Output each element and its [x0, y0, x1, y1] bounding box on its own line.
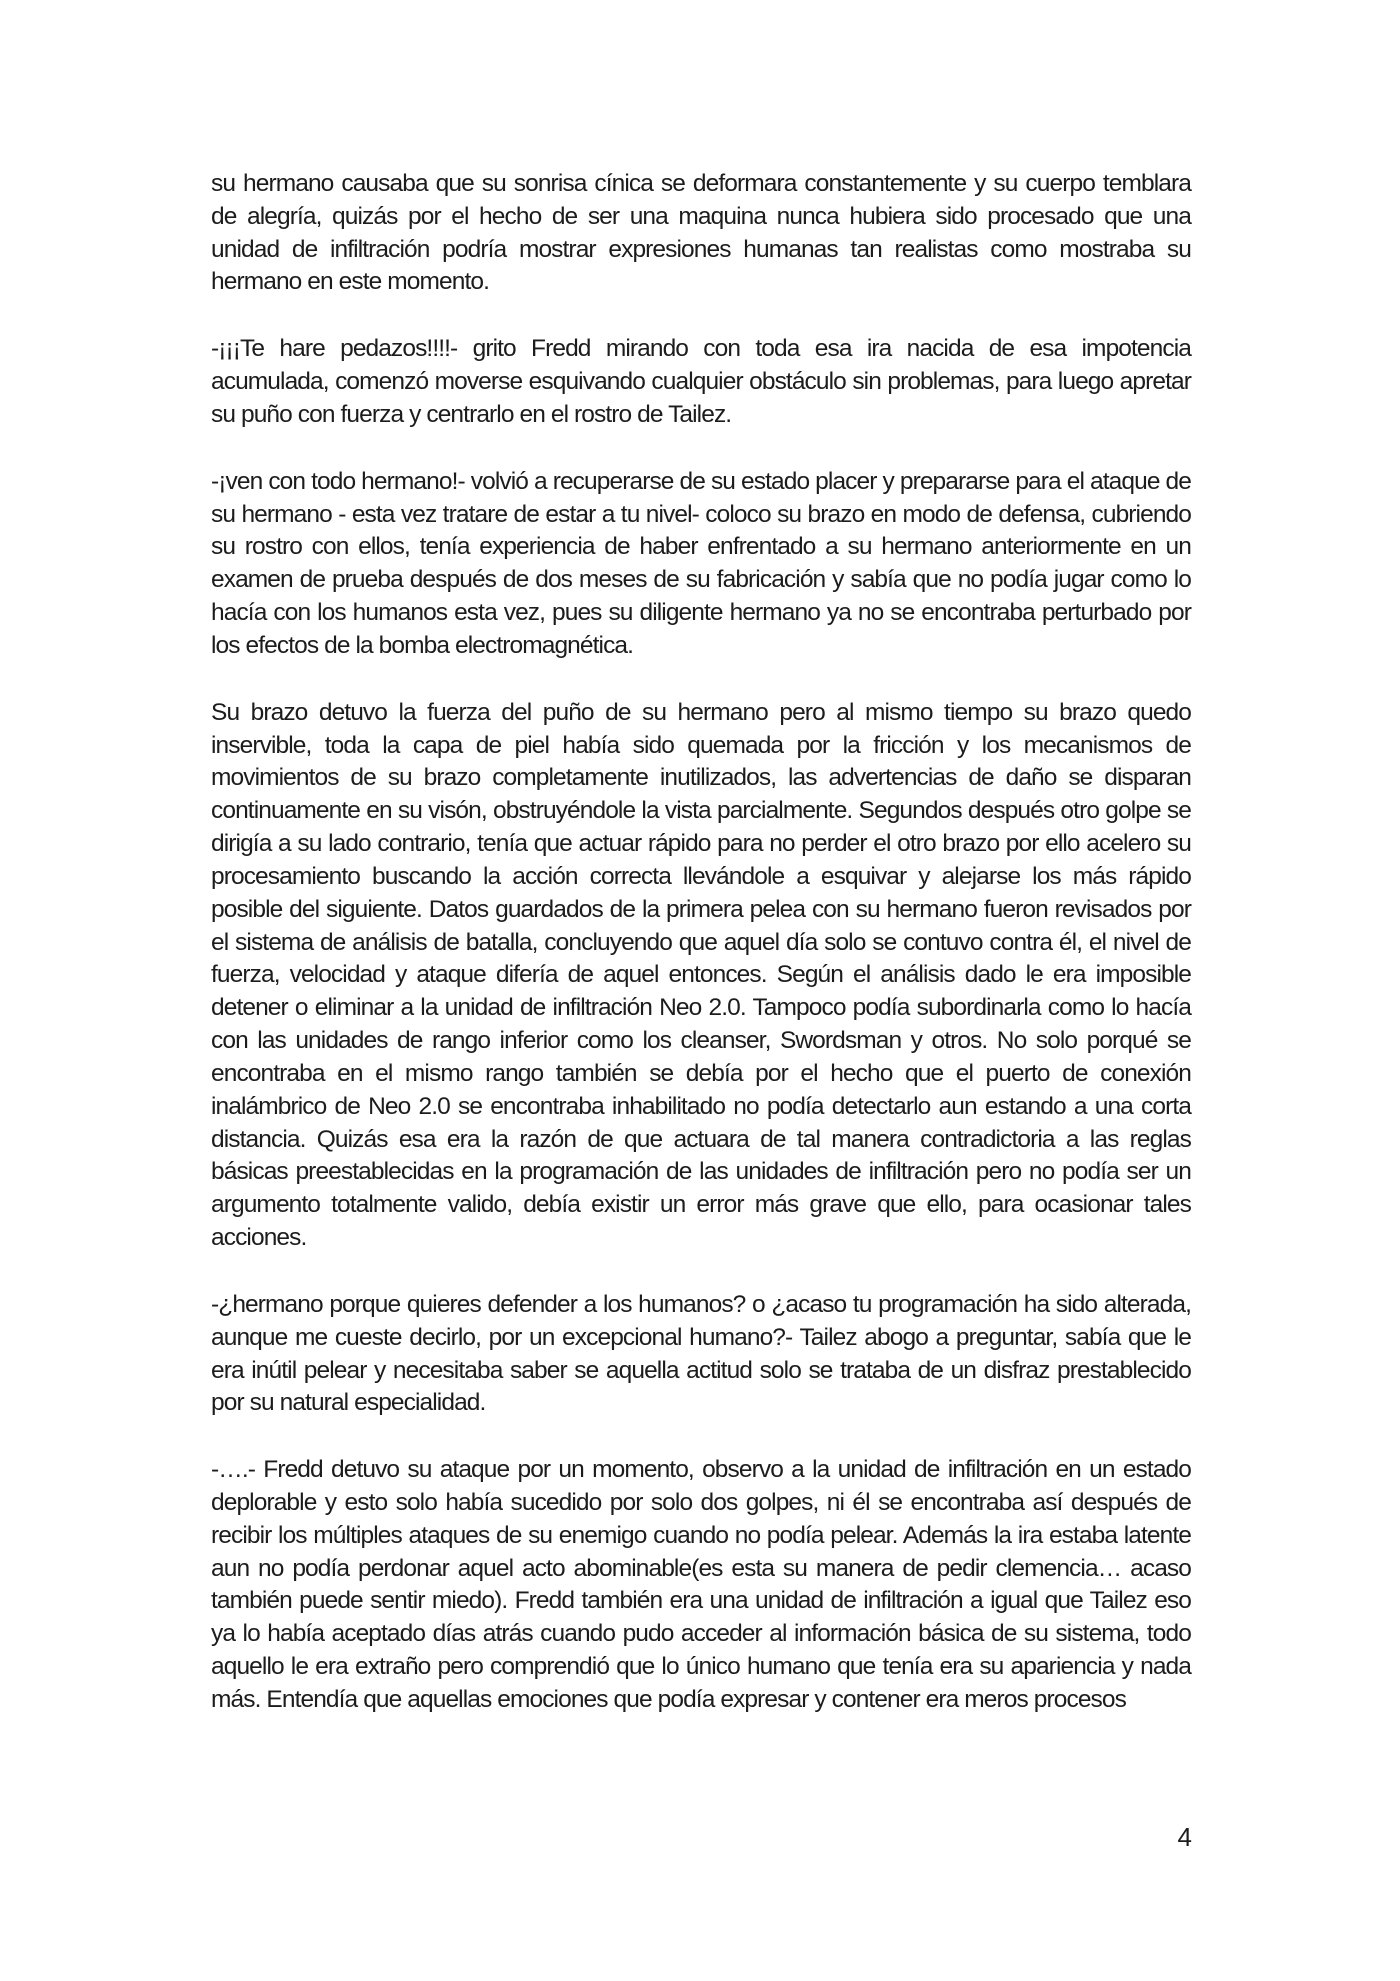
paragraph-3: -¡ven con todo hermano!- volvió a recuperarse de su estado placer y prepararse para el ataque de su hermano - esta vez tratare de estar a tu nivel- coloco su brazo en modo de defensa, cubriendo su rostro con ellos, tenía experiencia de haber enfrentado a su hermano anteriormente en un examen de prueba después de dos meses de su fabricación y sabía que no podía jugar como lo hacía con los humanos esta vez, pues su diligente hermano ya no se encontraba perturbado por los efectos de la bomba electromagnética.: [211, 467, 1191, 659]
paragraph-6: -….- Fredd detuvo su ataque por un momento, observo a la unidad de infiltración en un estado deplorable y esto solo había sucedido por solo dos golpes, ni él se encontraba así después de recibir los múltiples ataques de su enemigo cuando no podía pelear. Además la ira estaba latente aun no podía perdonar aquel acto abominable(es esta su manera de pedir clemencia… acaso también puede sentir miedo). Fredd también era una unidad de infiltración a igual que Tailez eso ya lo había aceptado días atrás cuando pudo acceder al información básica de su sistema, todo aquello le era extraño pero comprendió que lo único humano que tenía era su apariencia y nada más. Entendía que aquellas emociones que podía expresar y contener era meros procesos: [211, 1456, 1191, 1713]
paragraph-1: su hermano causaba que su sonrisa cínica se deformara constantemente y su cuerpo temblara de alegría, quizás por el hecho de ser una maquina nunca hubiera sido procesado que una unidad de infiltración podría mostrar expresiones humanas tan realistas como mostraba su hermano en este momento.: [211, 170, 1191, 296]
body-text: [211, 168, 1191, 1751]
page-number: 4: [1177, 1822, 1192, 1852]
paragraph-2: -¡¡¡Te hare pedazos!!!!- grito Fredd mirando con toda esa ira nacida de esa impotencia acumulada, comenzó moverse esquivando cualquier obstáculo sin problemas, para luego apretar su puño con fuerza y centrarlo en el rostro de Tailez.: [211, 335, 1191, 428]
paragraph-5: -¿hermano porque quieres defender a los humanos? o ¿acaso tu programación ha sido alterada, aunque me cueste decirlo, por un excepcional humano?- Tailez abogo a preguntar, sabía que le era inútil pelear y necesitaba saber se aquella actitud solo se trataba de un disfraz prestablecido por su natural especialidad.: [211, 1290, 1191, 1417]
paragraph-4: Su brazo detuvo la fuerza del puño de su hermano pero al mismo tiempo su brazo quedo inservible, toda la capa de piel había sido quemada por la fricción y los mecanismos de movimientos de su brazo completamente inutilizados, las advertencias de daño se disparan continuamente en su visón, obstruyéndole la vista parcialmente. Segundos después otro golpe se dirigía a su lado contrario, tenía que actuar rápido para no perder el otro brazo por ello acelero su procesamiento buscando la acción correcta llevándole a esquivar y alejarse los más rápido posible del siguiente. Datos guardados de la primera pelea con su hermano fueron revisados por el sistema de análisis de batalla, concluyendo que aquel día solo se contuvo contra él, el nivel de fuerza, velocidad y ataque difería de aquel entonces. Según el análisis dado le era imposible detener o eliminar a la unidad de infiltración Neo 2.0. Tampoco podía subordinarla como lo hacía con las unidades de rango inferior como los cleanser, Swordsman y otros. No solo porqué se encontraba en el mismo rango también se debía por el hecho que el puerto de conexión inalámbrico de Neo 2.0 se encontraba inhabilitado no podía detectarlo aun estando a una corta distancia. Quizás esa era la razón de que actuara de tal manera contradictoria a las reglas básicas preestablecidas en la programación de las unidades de infiltración pero no podía ser un argumento totalmente valido, debía existir un error más grave que ello, para ocasionar tales acciones.: [211, 698, 1191, 1252]
